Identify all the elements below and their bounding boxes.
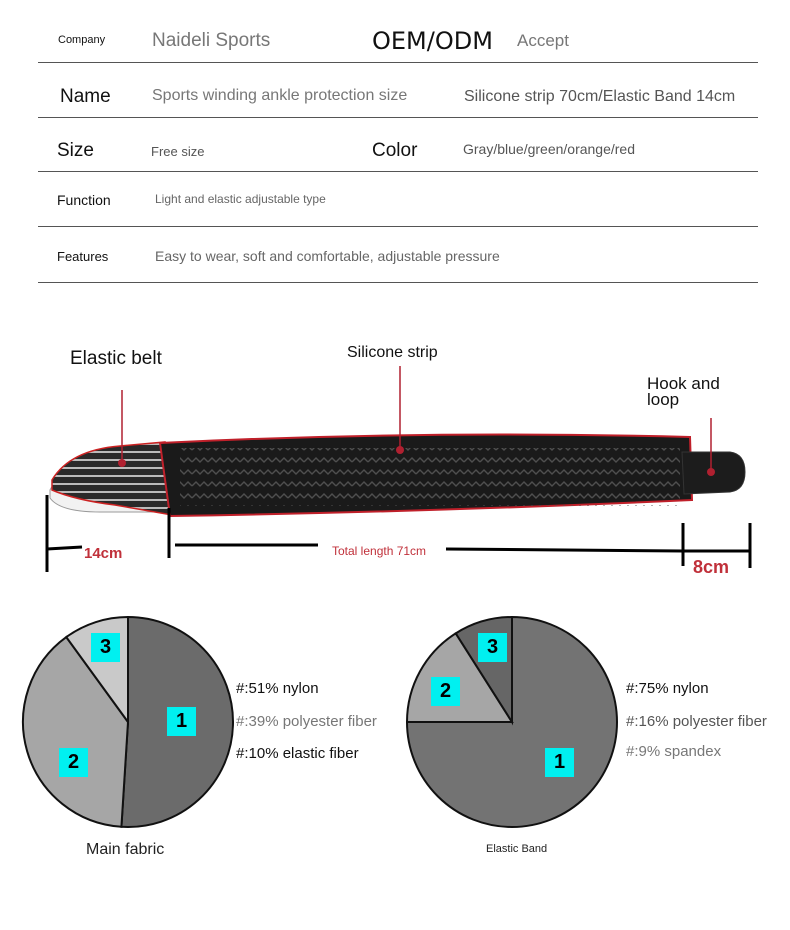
table-divider [38,117,758,118]
name-label: Name [60,86,111,107]
pie-elastic-legend-3: #:9% spandex [626,743,722,760]
pie-elastic-legend-2: #:16% polyester fiber [626,713,767,730]
oem-label: OEM/ODM [372,27,493,55]
features-label: Features [57,249,109,264]
pie-elastic-badge-1: 1 [545,748,574,777]
silicone-strip-label: Silicone strip [347,344,438,361]
function-label: Function [57,192,111,208]
company-label: Company [58,34,106,46]
company-value: Naideli Sports [152,30,271,51]
hook-loop-line2: loop [647,390,680,409]
name-value-2: Silicone strip 70cm/Elastic Band 14cm [464,88,736,105]
elastic-belt-label: Elastic belt [70,348,162,369]
pie-main-badge-2: 2 [59,748,88,777]
pie-main-fabric-slices [23,617,233,827]
pie-main-badge-1: 1 [167,707,196,736]
pie-elastic-badge-3: 3 [478,633,507,662]
table-divider [38,226,758,227]
color-label: Color [372,140,418,161]
oem-value: Accept [517,31,569,50]
table-divider [38,62,758,63]
pie-main-badge-3: 3 [91,633,120,662]
table-divider [38,171,758,172]
dim-left-label: 14cm [84,545,123,562]
color-value: Gray/blue/green/orange/red [463,141,635,157]
pie-elastic-band [404,614,620,830]
pie-main-legend-1: #:51% nylon [236,680,319,697]
size-label: Size [57,140,94,161]
table-divider [38,282,758,283]
hook-loop-line1: Hook and [647,374,720,393]
dim-total-label: Total length 71cm [332,544,427,558]
pie-elastic-legend-1: #:75% nylon [626,680,709,697]
pie-elastic-title: Elastic Band [486,843,548,855]
pie-main-title: Main fabric [86,841,165,858]
function-value: Light and elastic adjustable type [155,192,326,206]
pie-main-legend-3: #:10% elastic fiber [236,745,359,762]
pie-elastic-badge-2: 2 [431,677,460,706]
pie-main-fabric [20,614,236,830]
features-value: Easy to wear, soft and comfortable, adjustable pressure [155,248,500,264]
pie-elastic-band-slices [407,617,617,827]
dim-right-label: 8cm [693,557,730,577]
hook-loop-label [647,376,720,408]
name-value: Sports winding ankle protection size [152,87,408,104]
size-value: Free size [151,144,205,159]
pie-main-legend-2: #:39% polyester fiber [236,713,377,730]
